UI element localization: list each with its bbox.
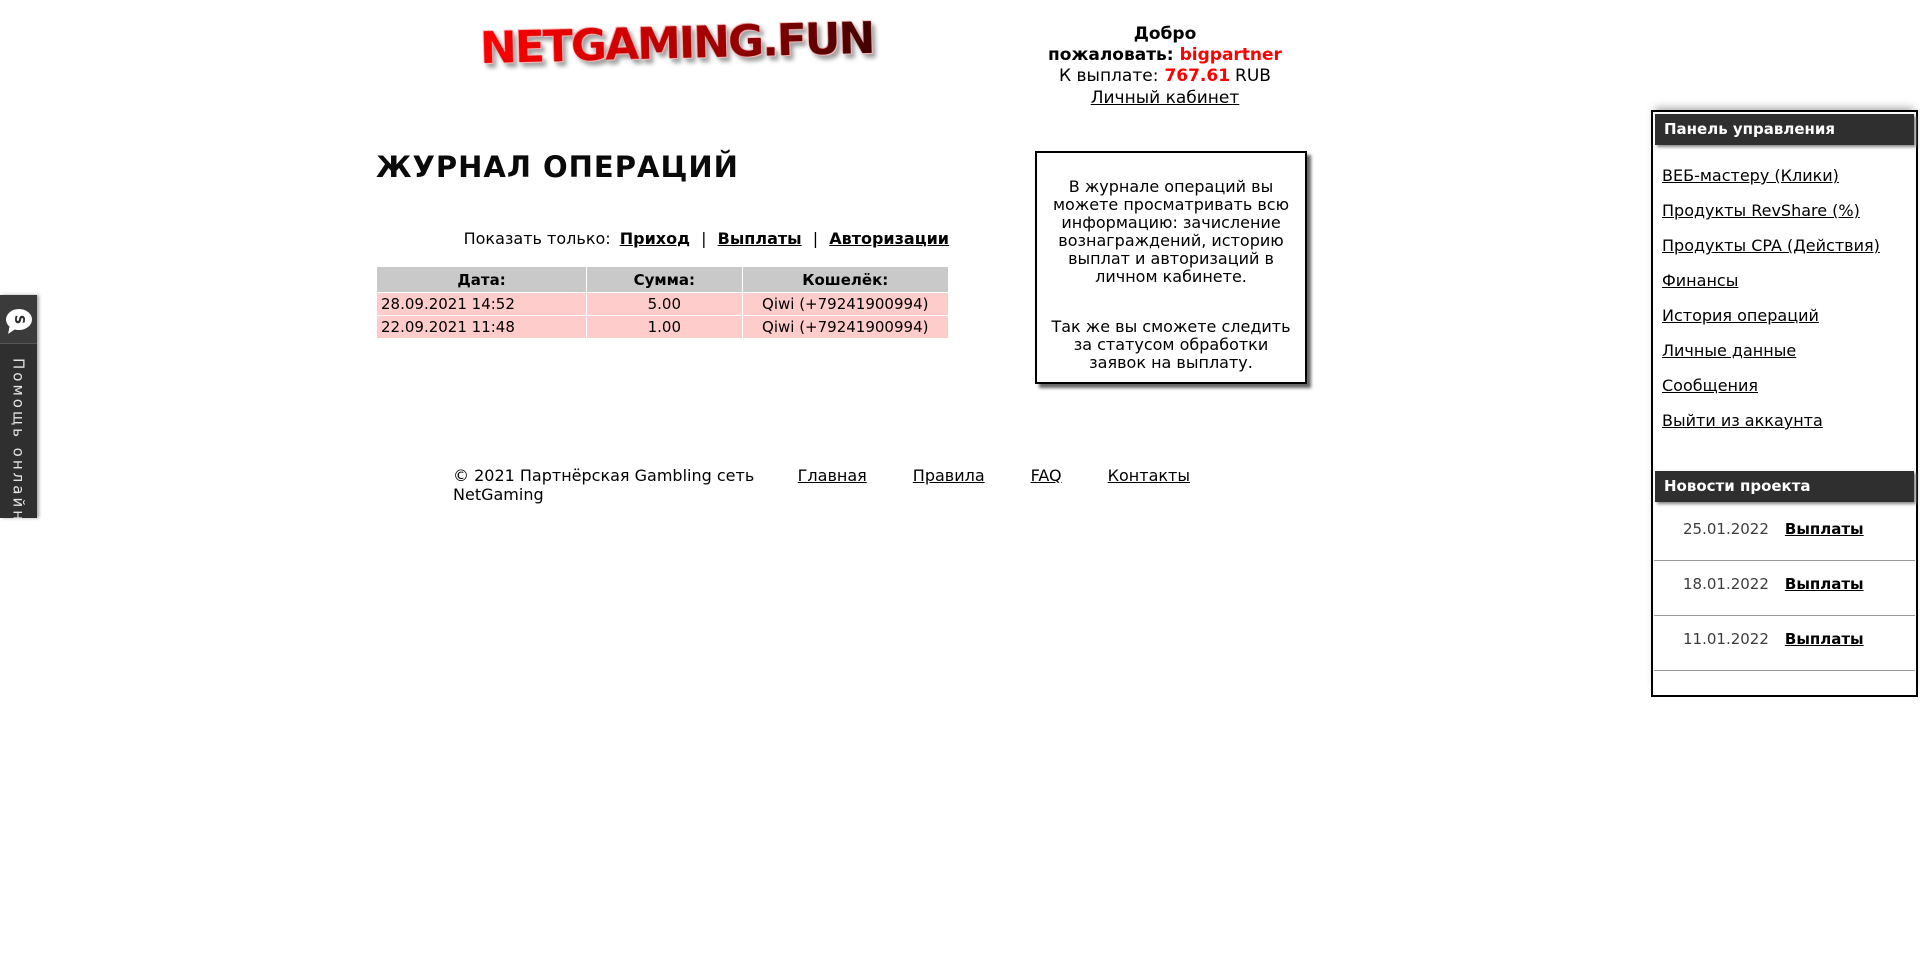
menu-item: [1662, 369, 1916, 404]
menu-item: [1662, 334, 1916, 369]
site-logo[interactable]: [479, 12, 880, 84]
personal-cabinet-link[interactable]: Личный кабинет: [1090, 88, 1240, 108]
footer-nav: [798, 466, 1190, 485]
filter-link-payouts[interactable]: Выплаты: [717, 229, 802, 248]
footer-link-rules[interactable]: Правила: [912, 466, 985, 485]
footer-link-faq[interactable]: FAQ: [1030, 466, 1062, 485]
cell-wallet: Qiwi (+79241900994): [743, 293, 949, 315]
sidebar-item-webmaster-clicks[interactable]: ВЕБ-мастеру (Клики): [1662, 166, 1839, 185]
menu-item: [1662, 404, 1916, 439]
filter-link-authorizations[interactable]: Авторизации: [829, 229, 949, 248]
column-header-wallet: Кошелёк:: [743, 267, 949, 292]
online-help-widget[interactable]: [0, 295, 37, 524]
news-date: 25.01.2022: [1683, 520, 1769, 538]
news-divider: [1654, 670, 1915, 671]
project-news-title: Новости проекта: [1655, 471, 1914, 502]
cell-date: 28.09.2021 14:52: [377, 293, 586, 315]
table-header-row: [377, 267, 948, 292]
sidebar-item-products-cpa[interactable]: Продукты CPA (Действия): [1662, 236, 1880, 255]
info-paragraph-1: В журнале операций вы можете просматривать всю информацию: зачисление вознаграждений, историю выплат и авторизаций в личном кабинете.: [1052, 177, 1290, 286]
news-list: [1653, 504, 1916, 671]
news-link-payouts[interactable]: Выплаты: [1784, 575, 1864, 593]
online-help-label: Помощь онлайн: [9, 358, 28, 524]
cell-amount: 5.00: [587, 293, 741, 315]
payout-line: [1030, 66, 1300, 87]
chat-button[interactable]: [0, 295, 37, 344]
menu-item: [1662, 229, 1916, 264]
sidebar-item-finances[interactable]: Финансы: [1662, 271, 1739, 290]
payout-label: К выплате:: [1059, 66, 1159, 86]
sidebar-item-products-revshare[interactable]: Продукты RevShare (%): [1662, 201, 1860, 220]
news-item: [1653, 561, 1916, 616]
username: bigpartner: [1179, 45, 1282, 65]
operations-table: [376, 266, 949, 339]
table-row: [377, 316, 948, 338]
table-row: [377, 293, 948, 315]
news-link-payouts[interactable]: Выплаты: [1784, 630, 1864, 648]
news-date: 18.01.2022: [1683, 575, 1769, 593]
filter-separator: |: [812, 229, 819, 248]
cell-date: 22.09.2021 11:48: [377, 316, 586, 338]
sidebar-item-personal-data[interactable]: Личные данные: [1662, 341, 1797, 360]
menu-item: [1662, 264, 1916, 299]
operations-filter: [376, 229, 949, 248]
filter-link-income[interactable]: Приход: [619, 229, 691, 248]
news-link-payouts[interactable]: Выплаты: [1784, 520, 1864, 538]
payout-currency: RUB: [1235, 66, 1271, 86]
control-panel-menu: [1653, 147, 1916, 439]
cell-wallet: Qiwi (+79241900994): [743, 316, 949, 338]
footer: [453, 466, 1190, 504]
page-title: ЖУРНАЛ ОПЕРАЦИЙ: [376, 150, 739, 184]
site-logo-text: NETGAMING.FUN: [479, 12, 875, 75]
menu-item: [1662, 299, 1916, 334]
news-item: [1653, 506, 1916, 561]
copyright-text: © 2021 Партнёрская Gambling сеть NetGaming: [453, 466, 755, 504]
sidebar-item-logout[interactable]: Выйти из аккаунта: [1662, 411, 1823, 430]
chat-bubble-icon: S: [6, 309, 32, 330]
info-paragraph-2: Так же вы сможете следить за статусом обработки заявок на выплату.: [1051, 317, 1291, 372]
filter-label: Показать только:: [463, 229, 611, 248]
payout-amount: 767.61: [1164, 66, 1231, 86]
filter-separator: |: [701, 229, 707, 248]
column-header-amount: Сумма:: [587, 267, 741, 292]
menu-item: [1662, 194, 1916, 229]
control-panel-title: Панель управления: [1655, 114, 1914, 145]
cell-amount: 1.00: [587, 316, 741, 338]
sidebar-item-operations-history[interactable]: История операций: [1662, 306, 1819, 325]
footer-link-home[interactable]: Главная: [797, 466, 867, 485]
menu-item: [1662, 159, 1916, 194]
news-date: 11.01.2022: [1683, 630, 1769, 648]
welcome-line: [1030, 24, 1300, 66]
news-item: [1653, 616, 1916, 671]
footer-link-contacts[interactable]: Контакты: [1107, 466, 1190, 485]
column-header-date: Дата:: [377, 267, 586, 292]
welcome-label: Добро пожаловать:: [1048, 24, 1197, 65]
control-panel: [1651, 110, 1918, 697]
journal-info-box: [1035, 151, 1307, 384]
account-summary: [1030, 24, 1300, 109]
sidebar-item-messages[interactable]: Сообщения: [1662, 376, 1759, 395]
